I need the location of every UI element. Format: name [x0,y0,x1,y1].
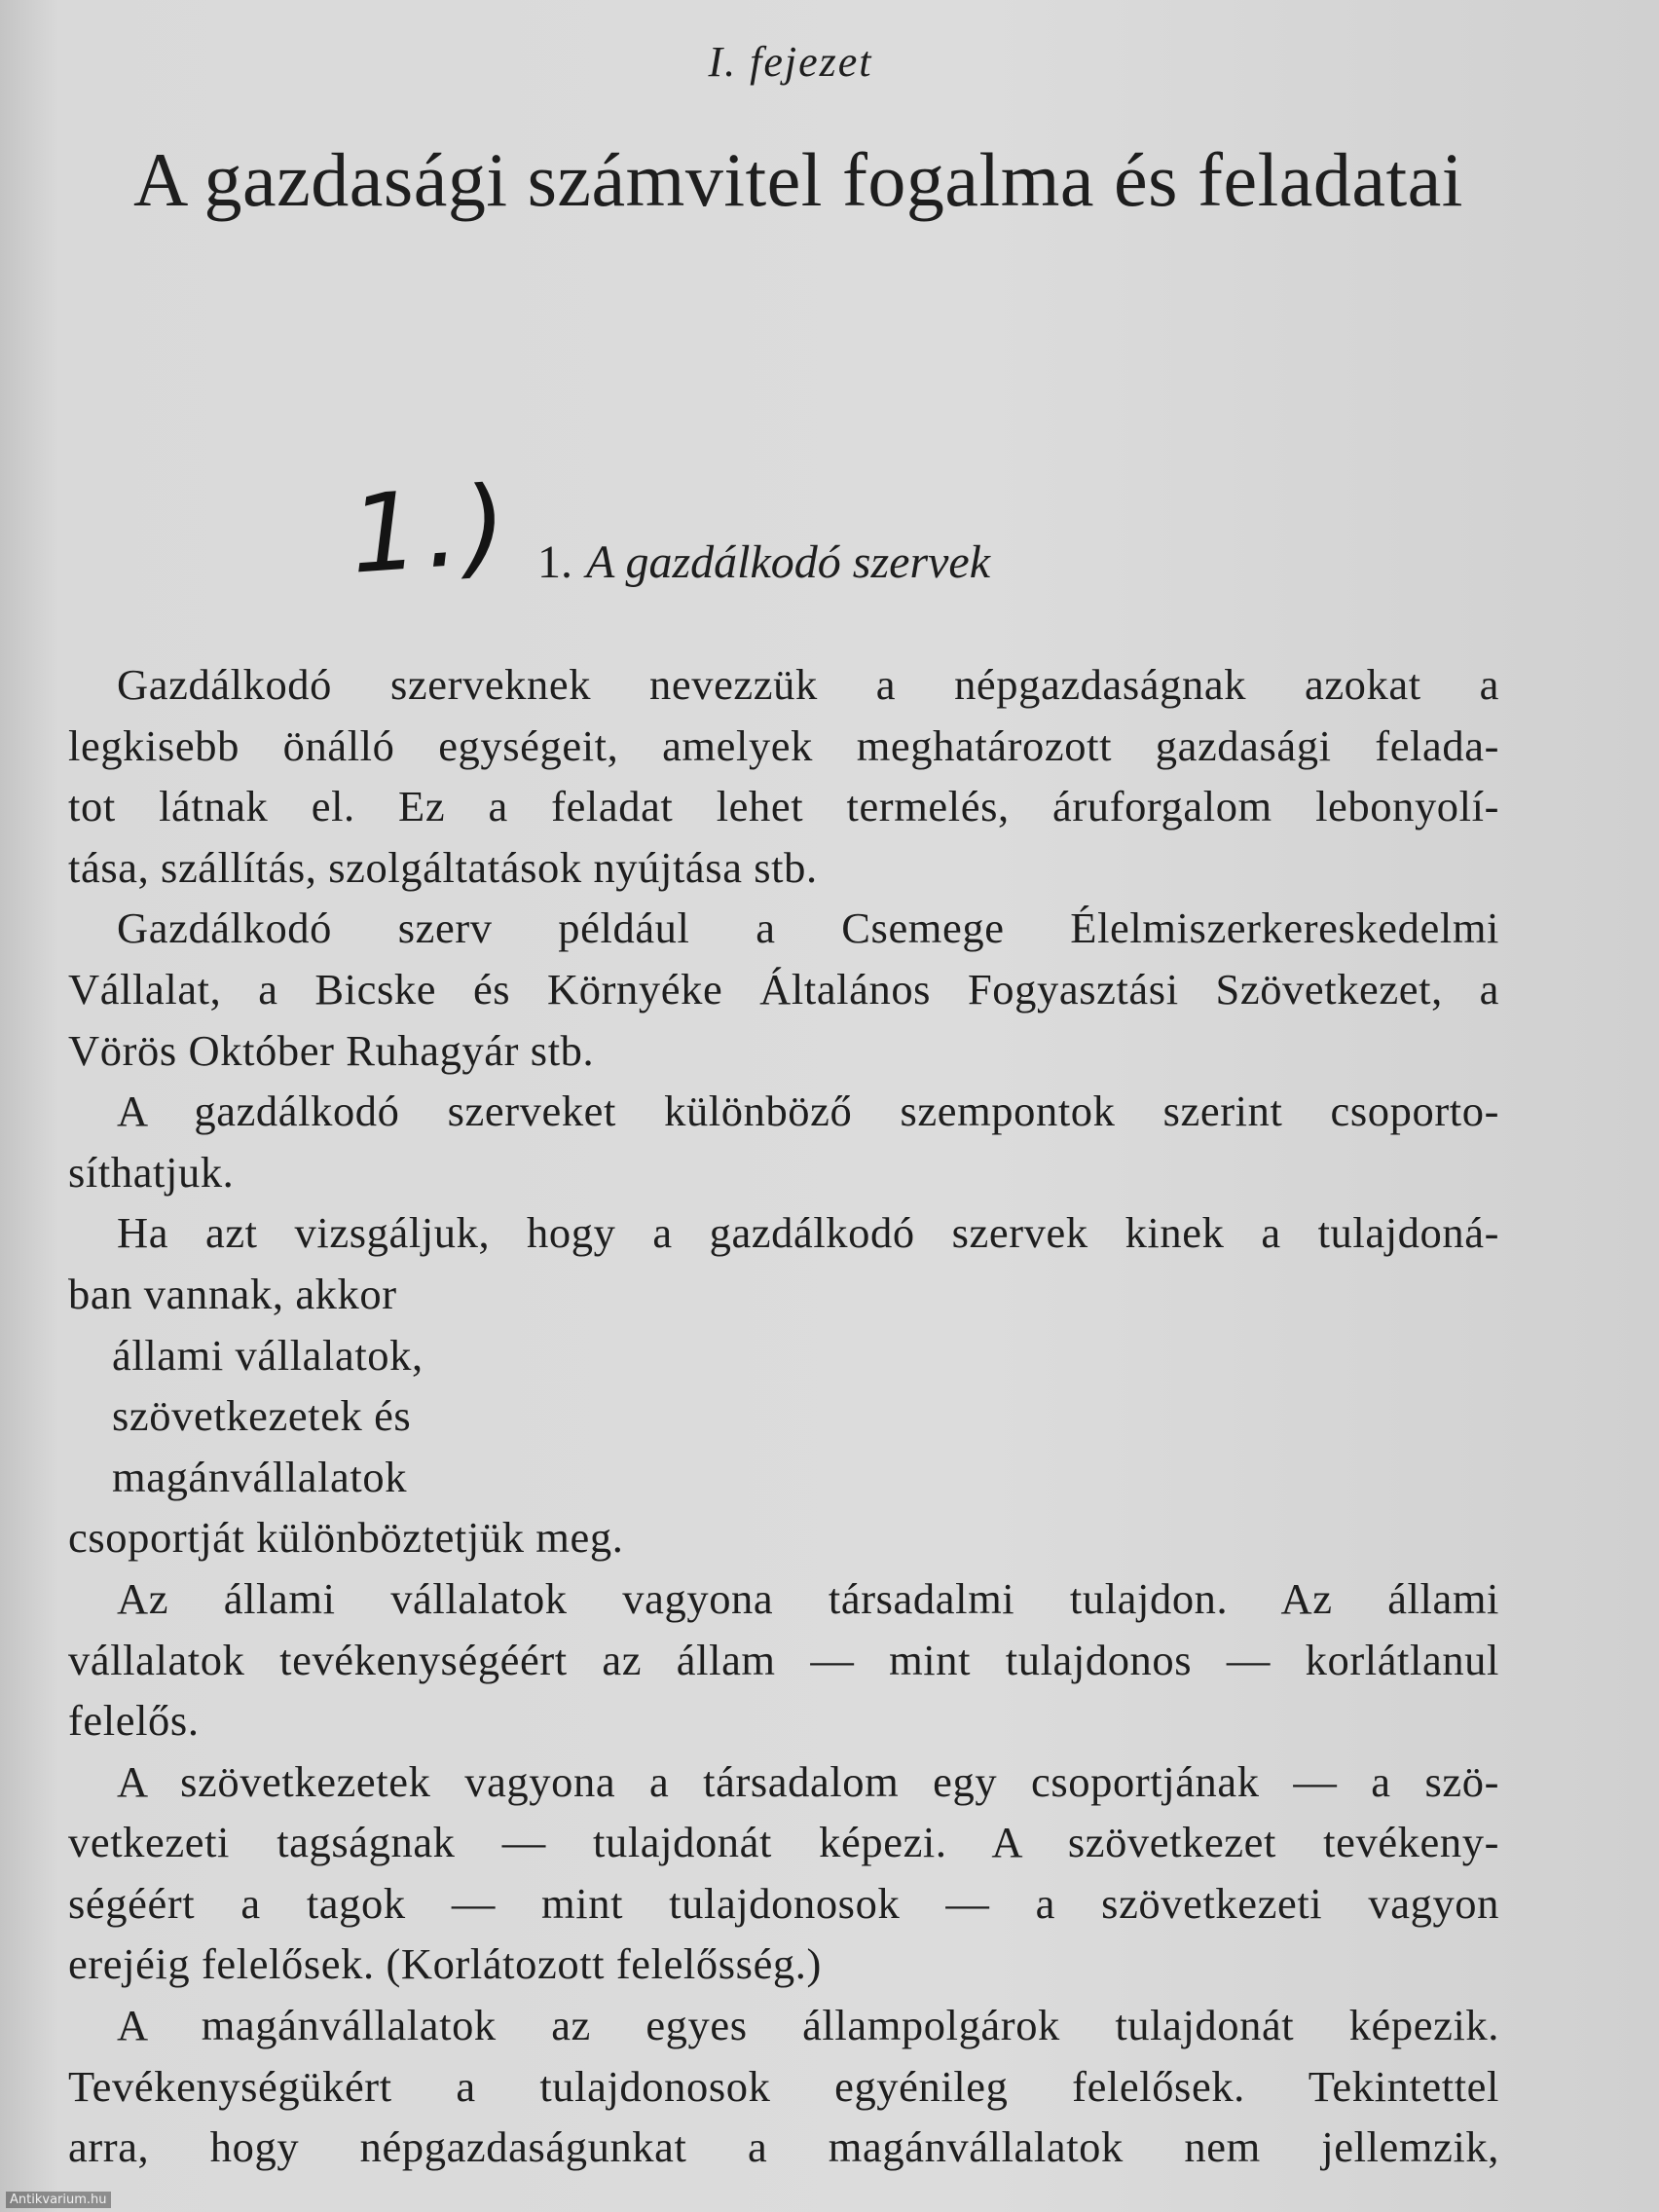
body-text [68,654,1499,2178]
body-line: ségéért a tagok — mint tulajdonosok — a szövetkezeti vagyon [68,1878,1499,1928]
body-line: A szövetkezetek vagyona a társadalom egy csoportjának — a szö- [117,1756,1499,1806]
body-line: tot látnak el. Ez a feladat lehet termelés, áruforgalom lebonyolí- [68,782,1499,831]
body-line: síthatjuk. [68,1147,235,1197]
body-line: állami vállalatok, [112,1330,424,1380]
body-line: Gazdálkodó szerveknek nevezzük a népgazdaságnak azokat a [117,660,1499,709]
body-line: vállalatok tevékenységéért az állam — mint tulajdonos — korlátlanul [68,1635,1499,1684]
body-line: ban vannak, akkor [68,1269,397,1318]
body-line: legkisebb önálló egységeit, amelyek meghatározott gazdasági felada- [68,720,1499,770]
section-heading [537,535,990,589]
body-line: A magánvállalatok az egyes állampolgárok tulajdonát képezik. [117,2001,1499,2050]
chapter-label: I. fejezet [708,38,873,86]
body-line: magánvállalatok [112,1452,408,1501]
watermark: Antikvarium.hu [6,2192,111,2208]
chapter-title: A gazdasági számvitel fogalma és feladatai [133,137,1463,222]
section-title: A gazdálkodó szervek [586,536,991,588]
body-line: csoportját különböztetjük meg. [68,1513,624,1563]
body-line: Tevékenységükért a tulajdonosok egyénileg felelősek. Tekintettel [68,2061,1499,2111]
section-number: 1. [537,536,572,588]
body-line: vetkezeti tagságnak — tulajdonát képezi. A szövetkezet tevékeny- [68,1818,1499,1867]
handwritten-mark: 1.) [346,461,517,598]
body-line: erejéig felelősek. (Korlátozott felelősség.) [68,1939,822,1989]
body-line: Vállalat, a Bicske és Környéke Általános Fogyasztási Szövetkezet, a [68,964,1499,1014]
body-line: Ha azt vizsgáljuk, hogy a gazdálkodó szervek kinek a tulajdoná- [117,1208,1499,1258]
body-line: tása, szállítás, szolgáltatások nyújtása stb. [68,842,818,892]
body-line: szövetkezetek és [112,1391,412,1441]
body-line: arra, hogy népgazdaságunkat a magánvállalatok nem jellemzik, [68,2122,1499,2172]
body-line: A gazdálkodó szerveket különböző szempontok szerint csoporto- [117,1087,1499,1136]
body-line: Gazdálkodó szerv például a Csemege Élelmiszerkereskedelmi [117,903,1499,953]
body-line: Vörös Október Ruhagyár stb. [68,1025,595,1075]
body-line: felelős. [68,1696,200,1746]
body-line: Az állami vállalatok vagyona társadalmi tulajdon. Az állami [117,1573,1499,1623]
